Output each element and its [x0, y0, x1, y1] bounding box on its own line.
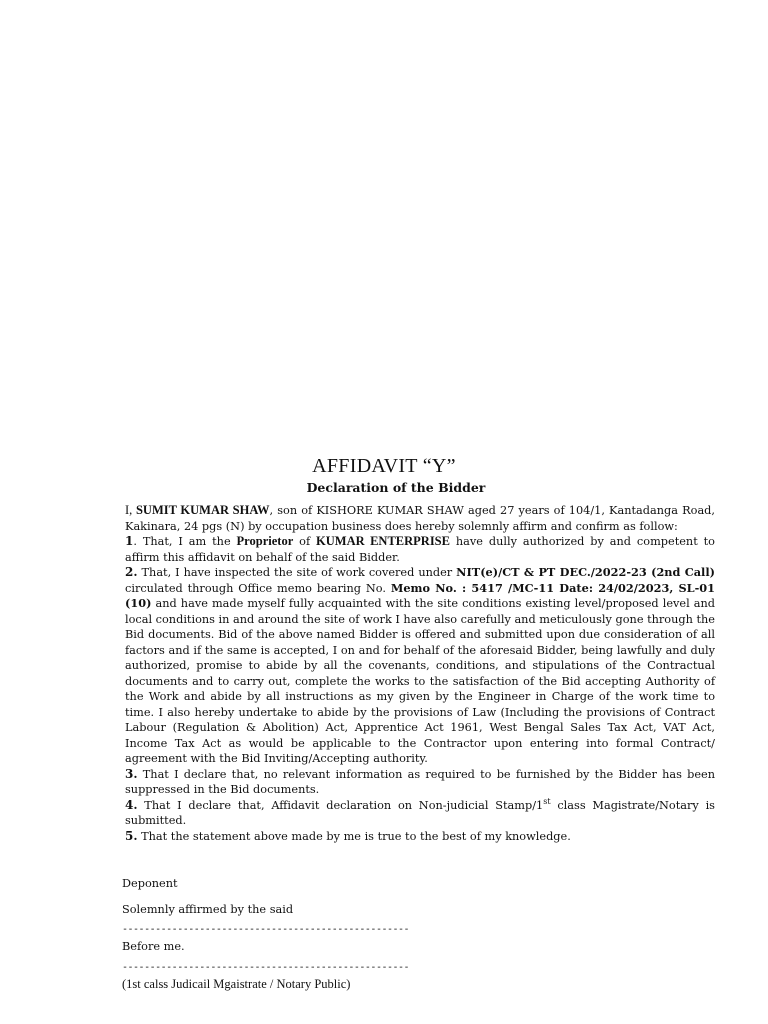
clause-1 [125, 534, 715, 565]
clause-3 [125, 767, 715, 798]
deponent-name: SUMIT KUMAR SHAW [135, 503, 270, 517]
intro-text-2: , son of KISHORE KUMAR SHAW aged 27 years of 104/1, Kantadanga Road, Kakinara, 24 pgs (N) by occupation business does hereby solemnly affirm and confirm as follow: [125, 504, 715, 533]
clause-2-nit: NIT(e)/CT & PT DEC./2022-23 (2nd Call) [456, 565, 715, 579]
clause-2-memo: Memo No. : 5417 /MC-11 Date: 24/02/2023, SL-01 (10) [125, 580, 715, 610]
clause-4-text-2: class Magistrate/Notary is submitted. [125, 798, 715, 827]
clause-2-text-2: circulated through Office memo bearing No. [125, 581, 391, 595]
signature-line-1: ---------------------------------------------------- [122, 924, 410, 935]
clause-5 [125, 829, 715, 845]
before-me-label: Before me. [122, 940, 185, 953]
clause-3-text: That I declare that, no relevant information as required to be furnished by the Bidder has been suppressed in the Bid documents. [125, 767, 715, 796]
clause-4-superscript: st [543, 796, 551, 806]
clause-1-firm: KUMAR ENTERPRISE [316, 534, 450, 548]
clause-5-text: That the statement above made by me is true to the best of my knowledge. [137, 829, 571, 843]
clause-2 [125, 565, 715, 767]
clause-4-number: 4. [125, 797, 138, 812]
clause-1-role: Proprietor [236, 534, 294, 548]
clause-4-text-1: That I declare that, Affidavit declaration on Non-judicial Stamp/1 [137, 798, 544, 812]
clause-5-number: 5. [125, 828, 138, 843]
clause-1-number: 1 [125, 534, 134, 548]
clause-1-text-1: . That, I am the [133, 535, 237, 548]
intro-paragraph [125, 503, 715, 534]
clause-1-text-3: have dully authorized by and competent to affirm this affidavit on behalf of the said Bidder. [125, 535, 715, 564]
clause-3-number: 3. [125, 766, 138, 781]
clause-2-text-3: and have made myself fully acquainted with the site conditions existing level/proposed level and local conditions in and around the site of work I have also carefully and meticulously gone through the Bid documents. Bid of the above named Bidder is offered and submitted upon due consideration of all factors and if the same is accepted, I on and for behalf of the aforesaid Bidder, being lawfully and duly authorized, promise to abide by all the covenants, conditions, and stipulations of the Contractual documents and to carry out, complete the works to the satisfaction of the Bid accepting Authority of the Work and abide by all instructions as my given by the Engineer in Charge of the work time to time. I also hereby undertake to abide by the provisions of Law (Including the provisions of Contract Labour (Regulation & Abolition) Act, Apprentice Act 1961, West Bengal Sales Tax Act, VAT Act, Income Tax Act as would be applicable to the Contractor upon entering into formal Contract/ agreement with the Bid Inviting/Accepting authority. [125, 597, 715, 765]
clause-2-number: 2. [125, 565, 138, 579]
deponent-label: Deponent [122, 877, 178, 890]
signature-line-2: ---------------------------------------------------- [122, 962, 410, 973]
solemnly-affirmed-label: Solemnly affirmed by the said [122, 903, 294, 916]
document-subtitle: Declaration of the Bidder [306, 480, 486, 495]
document-title: AFFIDAVIT “Y” [312, 455, 456, 477]
clause-1-text-2: of [293, 535, 317, 548]
clause-2-text-1: That, I have inspected the site of work covered under [137, 566, 457, 579]
clause-4 [125, 798, 715, 829]
intro-text-1: I, [125, 503, 136, 517]
magistrate-label: (1st calss Judicail Mgaistrate / Notary Public) [122, 977, 351, 991]
affidavit-body [125, 503, 715, 844]
